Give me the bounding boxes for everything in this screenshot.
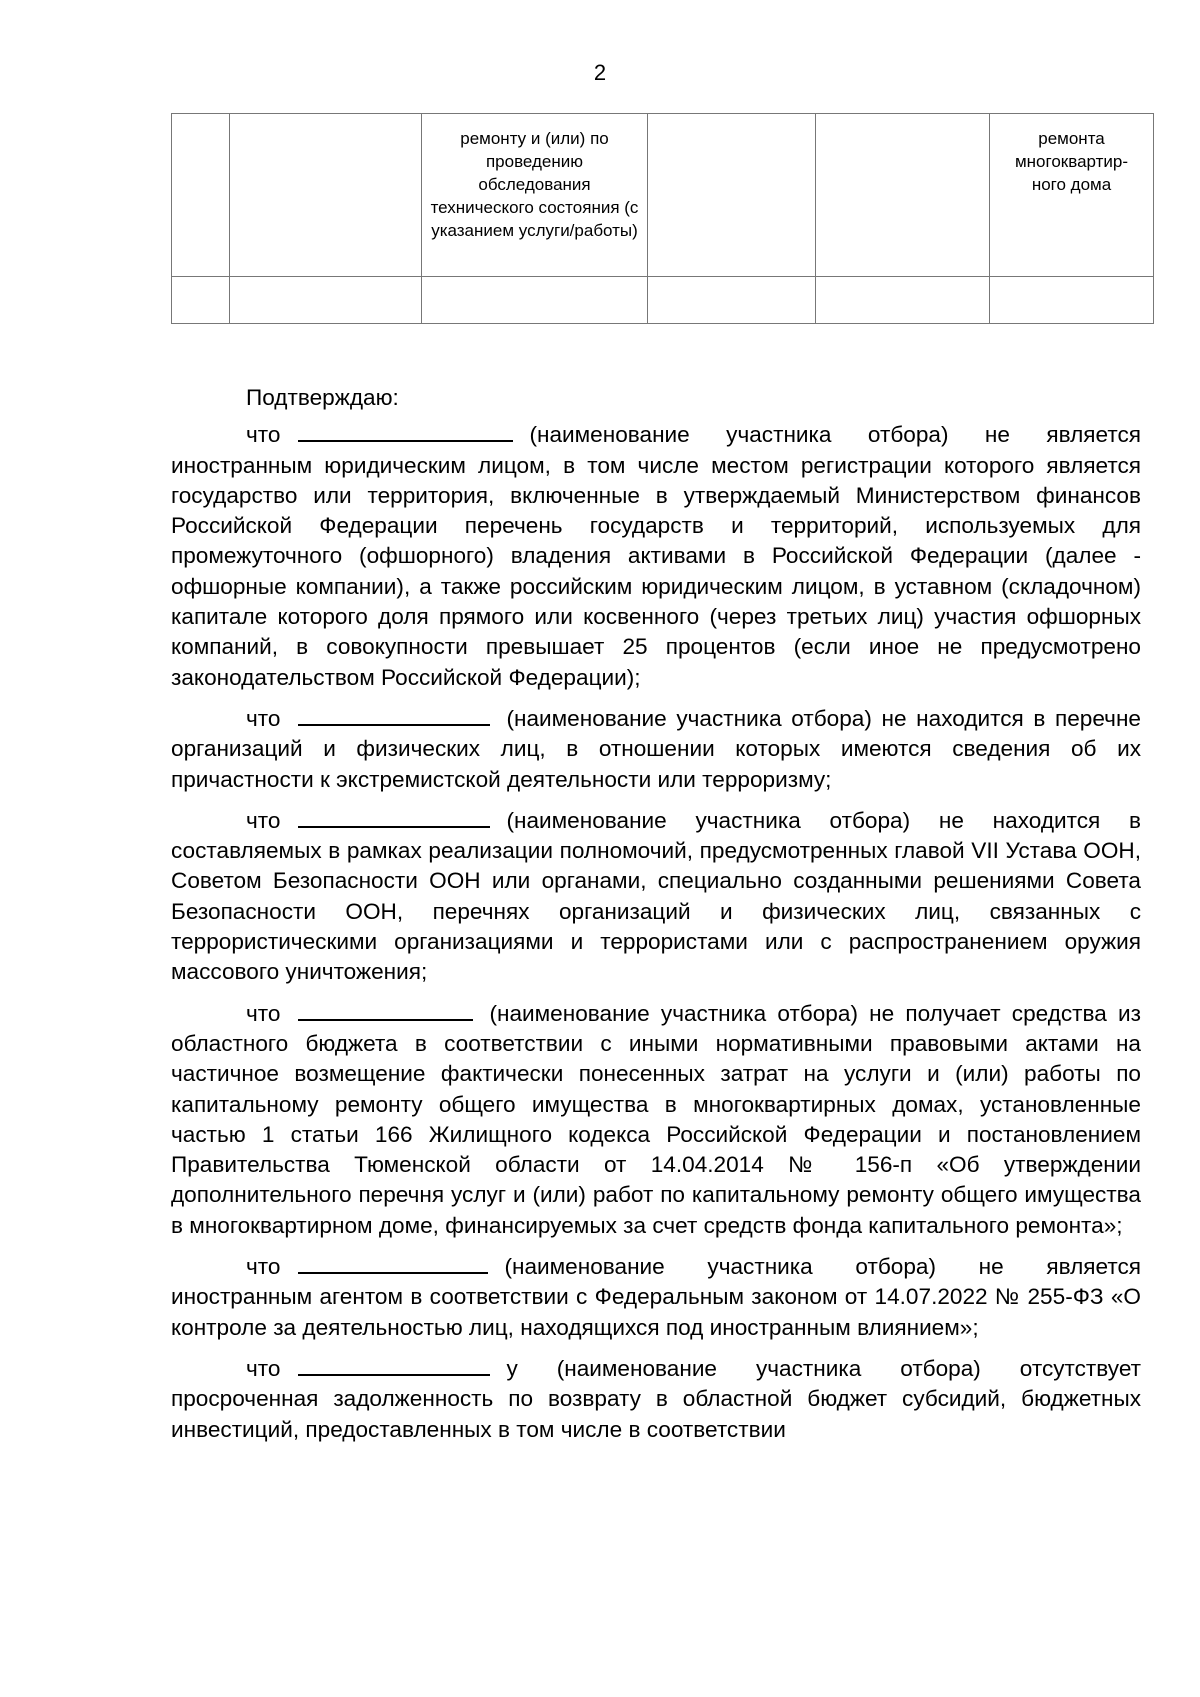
table-row: [172, 277, 1154, 324]
table-cell-repair-of-building: ремонта многоквартир-ного дома: [990, 114, 1154, 277]
paragraph-lead: что: [246, 1000, 281, 1026]
participant-name-blank: [298, 704, 490, 726]
table-cell: [648, 114, 816, 277]
document-body: [171, 383, 1141, 1456]
paragraph-lead: что: [246, 422, 281, 448]
table-cell: [990, 277, 1154, 324]
paragraph-extremism: [171, 704, 1141, 795]
table-cell: [648, 277, 816, 324]
paragraph-lead: что: [246, 1254, 281, 1280]
table-cell: [816, 114, 990, 277]
participant-name-blank: [298, 1354, 490, 1376]
table-cell: [816, 277, 990, 324]
paragraph-lead: что: [246, 1355, 281, 1381]
participant-name-blank: [298, 420, 513, 442]
table-cell: [230, 114, 422, 277]
table-row: [172, 114, 1154, 277]
page-number: 2: [593, 60, 607, 85]
paragraph-text: (наименование участника отбора) не является иностранным юридическим лицом, в том числе местом регистрации которого является государство или территория, включенные в утверждаемый Министерством финансов Российской Федерации перечень государств и территорий, используемых для промежуточного (офшорного) владения активами в Российской Федерации (далее - офшорные компании), а также российским юридическим лицом, в уставном (складочном) капитале которого доля прямого или косвенного (через третьих лиц) участия офшорных компаний, в совокупности превышает 25 процентов (если иное не предусмотрено законодательством Российской Федерации);: [171, 422, 1141, 690]
paragraph-regional-budget: [171, 999, 1141, 1241]
paragraph-lead: что: [246, 705, 281, 731]
table-cell: [230, 277, 422, 324]
participant-name-blank: [298, 999, 473, 1021]
paragraph-text: (наименование участника отбора) не находится в перечне организаций и физических лиц, в отношении которых имеются сведения об их причастности к экстремистской деятельности или терроризму;: [171, 705, 1141, 792]
table-cell: [172, 114, 230, 277]
paragraph-foreign-agent: [171, 1252, 1141, 1343]
table-cell: [422, 277, 648, 324]
paragraph-text: (наименование участника отбора) не находится в составляемых в рамках реализации полномочий, предусмотренных главой VII Устава ООН, Советом Безопасности ООН или органами, специально созданными решениями Совета Безопасности ООН, перечнях организаций и физических лиц, связанных с террористическими организациями и террористами или с распространением оружия массового уничтожения;: [171, 807, 1141, 985]
participant-name-blank: [298, 1252, 488, 1274]
form-table: [171, 113, 1154, 324]
paragraph-overdue-debt: [171, 1354, 1141, 1445]
paragraph-lead: что: [246, 807, 281, 833]
participant-name-blank: [298, 806, 490, 828]
table-cell-service-description: ремонту и (или) по проведению обследования технического состояния (с указанием услуги/работы): [422, 114, 648, 277]
paragraph-text: (наименование участника отбора) не является иностранным агентом в соответствии с Федеральным законом от 14.07.2022 № 255-ФЗ «О контроле за деятельностью лиц, находящихся под иностранным влиянием»;: [171, 1254, 1141, 1340]
paragraph-text: (наименование участника отбора) не получает средства из областного бюджета в соответствии с иными нормативными правовыми актами на частичное возмещение фактически понесенных затрат на услуги и (или) работы по капитальному ремонту общего имущества в многоквартирных домах, установленные частью 1 статьи 166 Жилищного кодекса Российской Федерации и постановлением Правительства Тюменской области от 14.04.2014 № 156-п «Об утверждении дополнительного перечня услуг и (или) работ по капитальному ремонту общего имущества в многоквартирном доме, финансируемых за счет средств фонда капитального ремонта»;: [171, 1000, 1141, 1238]
table-cell: [172, 277, 230, 324]
paragraph-text: у (наименование участника отбора) отсутствует просроченная задолженность по возврату в областной бюджет субсидий, бюджетных инвестиций, предоставленных в том числе в соответствии: [171, 1355, 1141, 1442]
paragraph-un-sanctions: [171, 806, 1141, 988]
confirmation-heading: Подтверждаю:: [246, 385, 399, 410]
paragraph-offshore: [171, 420, 1141, 693]
